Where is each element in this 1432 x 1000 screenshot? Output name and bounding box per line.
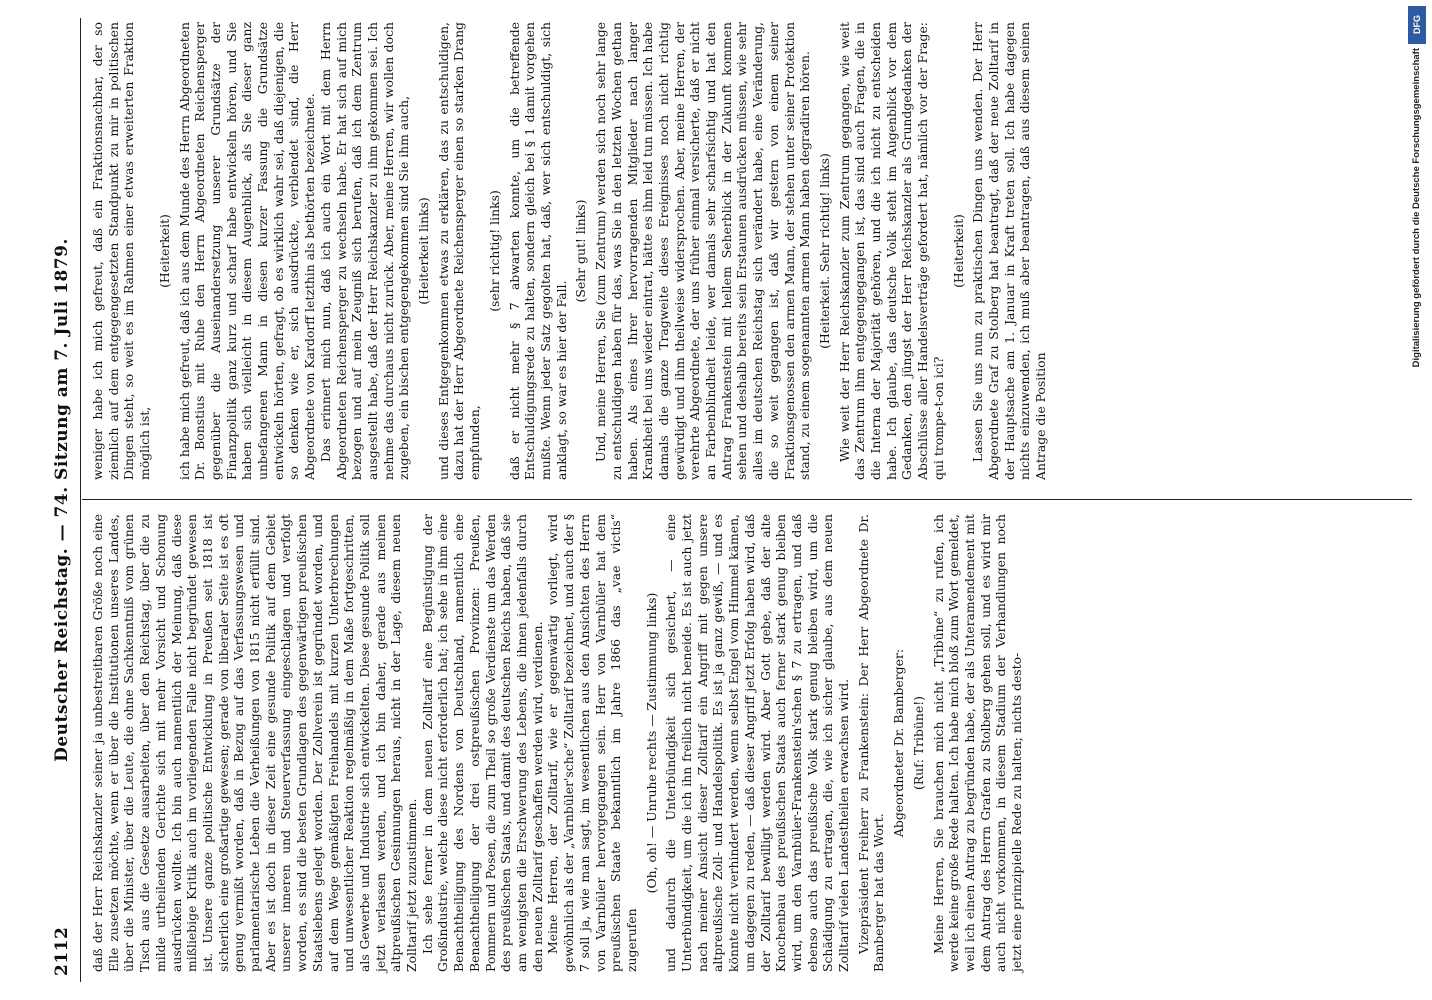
interjection: (sehr richtig! links) [486,190,502,312]
paragraph: Meine Herren, Sie brauchen mich nicht „Tribüne“ zu rufen, ich werde keine große Rede halten. Ich habe mich bloß zum Wort gemeldet, weil ich einen Antrag zu begründen habe, der als Unteramendement mit dem Antrag des Herrn Grafen zu Stolberg gehen soll, und es wird mir auch nicht vorkommen, in diesem Stadium der Verhandlungen noch jetzt eine prinzipielle Rede zu halten; nichts desto- [930,514,1025,972]
left-column [90,514,1025,972]
paragraph: weniger habe ich mich gefreut, daß ein Fraktionsnachbar, der so ziemlich auf dem entgegengesetzten Standpunkt zu mir in politischen Dingen steht, so weit es im Rahmen einer etwas erweiterten Fraktion möglich ist, [90,22,153,480]
presiding-officer-statement: Vizepräsident Freiherr zu Frankenstein: Der Herr Abgeordnete Dr. Bamberger hat das Wort. [855,514,887,972]
running-head: Deutscher Reichstag. — 74. Sitzung am 7. Juli 1879. [52,238,72,762]
paragraph: Wie weit der Herr Reichskanzler zum Zentrum gegangen, wie weit das Zentrum ihm entgegengegangen ist, das sind auch Fragen, die in die Interna der Majorität gehören, und die ich nicht zu entscheiden habe. Ich glaube, das deutsche Volk steht im Augenblick vor dem Gedanken, den jüngst der Herr Reichskanzler als Grundgedanken der Abschlüsse aller Handelsverträge gefordert hat, nämlich vor der Frage: qui trompe-t-on ici? [836,22,946,480]
interjection: (Sehr gut! links) [573,199,589,303]
paragraph: ich habe mich gefreut, daß ich aus dem Munde des Herrn Abgeordneten Dr. Bonstius mit Ruhe den Herrn Abgeordneten Reichensperger gegenüber die Auseinandersetzung unserer Grundsätze der Finanzpolitik ganz kurz und scharf habe entwickeln hören, und Sie haben sich vielleicht in diesem Augenblick, als Sie dieser ganz unbefangenen Mann in diesen kurzer Fassung die Grundsätze entwickeln hörten, gefragt, ob es wirklich wahr sei, daß diejenigen, die so denken wie er, sich ausdrückte, verblendet sind, die Herr Abgeordnete von Kardorff letzthin als bethörten bezeichnete. [176,22,318,480]
column-divider [82,499,1412,500]
interjection: (Heiterkeit links) [416,197,432,305]
paragraph: daß er nicht mehr § 7 abwarten konnte, um die betreffende Entschuldigungsrede zu halten, sondern gleich bei § 1 damit vorgehen mußte. Wenn jeder Satz gegolten hat, daß, wer sich entschuldigt, sich anklagt, so war es hier der Fall. [506,22,569,480]
right-column [90,22,1049,480]
digitization-credit: Digitalisierung gefördert durch die Deutsche Forschungsgemeinschaft [1411,48,1422,368]
dfg-logo: DFG [1408,6,1426,44]
interjection: (Ruf: Tribüne!) [910,695,926,791]
paragraph: und dieses Entgegenkommen etwas zu erklären, das zu entschuldigen, dazu hat der Herr Abgeordnete Reichensperger einen so starken Drang empfunden, [435,22,483,480]
paragraph: Meine Herren, der Zolltarif, wie er gegenwärtig vorliegt, wird gewöhnlich als der „Varnbüler'sche“ Zolltarif bezeichnet, und auch der § 7 soll ja, wie man sagt, im wesentlichen aus den Ansichten des Herrn von Varnbüler hervorgegangen sein. Herr von Varnbüler hat dem preußischen Staate bekanntlich im Jahre 1866 das „vae victis“ zugerufen [545,514,639,972]
interjection: (Heiterkeit) [156,214,172,288]
header-rule [80,18,81,982]
speaker-name: Abgeordneter Dr. Bamberger: [891,648,907,838]
paragraph: Ich sehe ferner in dem neuen Zolltarif eine Begünstigung der Großindustrie, welche diese nicht erforderlich hat; ich sehe in ihm eine Benachtheiligung des Nordens von Deutschland, namentlich eine Benachtheiligung der drei ostpreußischen Provinzen: Preußen, Pommern und Posen, die zum Theil so große Verdienste um das Werden des preußischen Staats, und damit des deutschen Reichs haben, daß sie am wenigsten die Erschwerung des Lebens, die ihnen jedenfalls durch den neuen Zolltarif geschaffen werden wird, verdienen. [419,514,545,972]
paragraph: und dadurch die Unterbündigkeit sich gesichert, — eine Unterbündigkeit, um die ich ihn freilich nicht beneide. Es ist auch jetzt nach meiner Ansicht dieser Zolltarif ein Angriff mit gegen unsere altpreußische Zoll- und Handelspolitik. Es ist ja ganz gewiß, — und es könnte nicht verhindert werden, wenn selbst Engel vom Himmel kämen, um dagegen zu reden, — daß dieser Angriff jetzt Erfolg haben wird, daß der Zolltarif bewilligt werden wird. Aber Gott gebe, daß der alte Knochenbau des preußischen Staats auch ferner stark genug bleiben wird, um den Varnbüler-Frankenstein'schen § 7 zu ertragen, und daß ebenso auch das preußische Volk stark genug bleiben wird, um die Schädigung zu ertragen, die, wie ich sicher glaube, aus dem neuen Zolltarif vielen Landestheilen erwachsen wird. [663,514,852,972]
interjection: (Heiterkeit. Sehr richtig! links) [816,153,832,349]
paragraph: daß der Herr Reichskanzler seiner ja unbestreitbaren Größe noch eine Elle zusetzen möchte, wenn er über die Institutionen unseres Landes, über die Minister, über die Leute, die ohne Sachkenntniß vom grünen Tisch aus die Gesetze ausarbeiten, über den Reichstag, über die zu milde urtheilenden Gerichte sich mit mehr Vorsicht und Schonung ausdrücken wollte. Ich bin auch namentlich der Meinung, daß diese mißliebige Kritik auch im vorliegenden Falle nicht begründet gewesen ist. Unsere ganze politische Entwicklung in Preußen seit 1818 ist sicherlich eine großartige gewesen; gerade von liberaler Seite ist es oft genug vermißt worden, daß in Bezug auf das Verfassungswesen und parlamentarische Leben die Verheißungen von 1815 nicht erfüllt sind. Aber es ist doch in dieser Zeit eine gesunde Politik auf dem Gebiet unserer inneren und Steuerverfassung eingeschlagen und verfolgt worden, es sind die besten Grundlagen des gegenwärtigen preußischen Staatslebens gelegt worden. Der Zollverein ist gegründet worden, und auf dem Wege gemäßigten Freihandels mit kurzen Unterbrechungen und unwesentlicher Reaktion regelmäßig in dem Maße fortgeschritten, als Gewerbe und Industrie sich entwickelten. Diese gesunde Politik soll jetzt verlassen werden, und ich bin daher, gerade aus meinen altpreußischen Gesinnungen heraus, nicht in der Lage, diesem neuen Zolltarif jetzt zuzustimmen. [90,514,420,972]
page-number: 2112 [52,926,72,976]
paragraph: Das erinnert mich nun, daß ich auch ein Wort mit dem Herrn Abgeordneten Reichensperger zu wechseln habe. Er hat sich auf mich bezogen und auf mein Zeugniß sich berufen, daß ich dem Zentrum ausgestellt habe, daß der Herr Reichskanzler zu ihm gekommen sei. Ich nehme das durchaus nicht zurück. Aber, meine Herren, wir wollen doch zugeben, ein bischen entgegengekommen sind Sie ihm auch, [317,22,412,480]
interjection: (Heiterkeit) [950,214,966,288]
paragraph: Lassen Sie uns nun zu praktischen Dingen uns wenden. Der Herr Abgeordnete Graf zu Stolberg hat beantragt, daß der neue Zolltarif in der Hauptsache am 1. Januar in Kraft treten soll. Ich habe dagegen nichts einzuwenden, ich muß aber beantragen, daß aus diesem seinen Antrage die Position [970,22,1049,480]
page-header [48,18,78,982]
paragraph: Und, meine Herren, Sie (zum Zentrum) werden sich noch sehr lange zu entschuldigen haben für das, was Sie in den letzten Wochen gethan haben. Als eines Ihrer hervorragenden Mitglieder nach langer Krankheit bei uns wieder eintrat, hätte es ihm leid tun müssen. Ich habe damals die ganze Tragweite dieses Ereignisses noch nicht richtig gewürdigt und ihm theilweise widersprochen. Aber, meine Herren, der verehrte Abgeordnete, der uns früher einmal versicherte, daß er nicht an Farbenblindheit leide, wer damals sehr scharfsichtig und hat den Antrag Frankenstein mit hellem Seherblick in der Zukunft kommen sehen und deshalb bereits sein Erstaunen ausdrücken müssen, wie sehr alles im deutschen Reichstag sich verändert habe, eine Veränderung, die so weit gegangen ist, daß wir gestern von einem seiner Fraktionsgenossen den armen Mann, der stehen unter seiner Protektion stand, zu einem sogenannten armen Mann haben degradiren hören. [593,22,813,480]
interjection: (Oh, oh! — Unruhe rechts — Zustimmung links) [643,592,659,894]
